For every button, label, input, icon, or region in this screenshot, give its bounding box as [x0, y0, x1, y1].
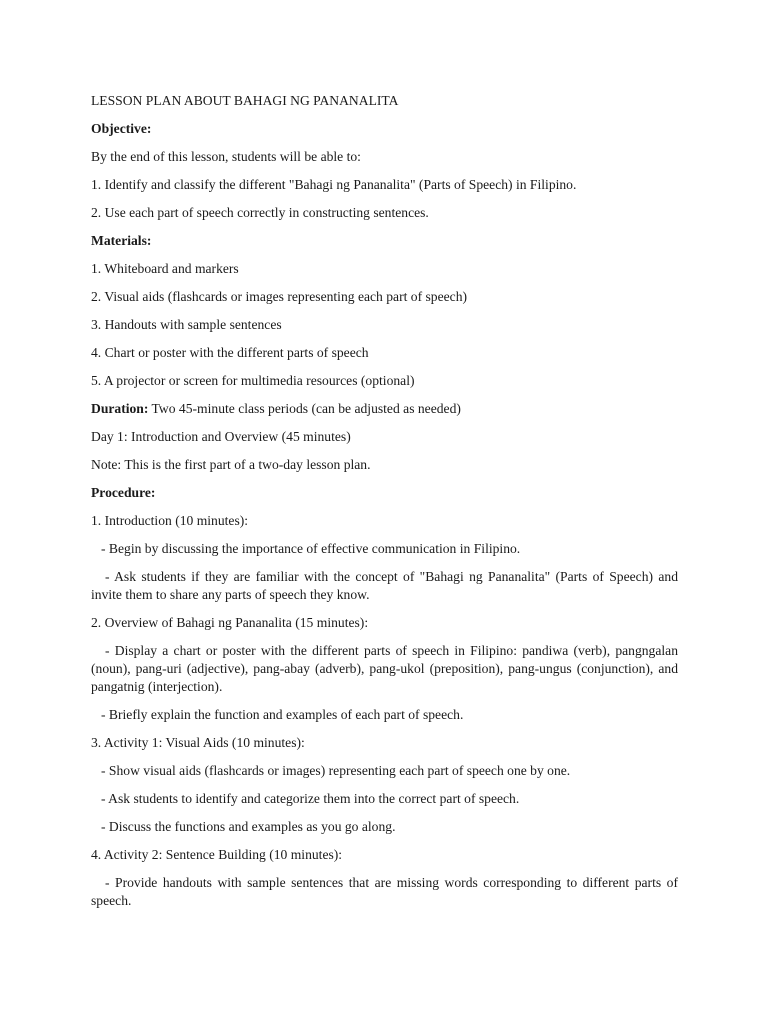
procedure-step-item: - Briefly explain the function and examples of each part of speech. — [101, 707, 464, 722]
objective-intro: By the end of this lesson, students will be able to: — [91, 149, 361, 164]
objective-item: 2. Use each part of speech correctly in constructing sentences. — [91, 205, 429, 220]
procedure-step-title: 1. Introduction (10 minutes): — [91, 513, 249, 528]
procedure-step-item: - Begin by discussing the importance of effective communication in Filipino. — [101, 541, 521, 556]
objective-item: 1. Identify and classify the different "Bahagi ng Pananalita" (Parts of Speech) in Filipino. — [91, 177, 577, 192]
material-item: 1. Whiteboard and markers — [91, 261, 239, 276]
duration-label: Duration: — [91, 401, 149, 416]
procedure-step-item: - Ask students to identify and categorize them into the correct part of speech. — [101, 791, 520, 806]
procedure-heading: Procedure: — [91, 485, 156, 500]
procedure-step-item: - Provide handouts with sample sentences that are missing words corresponding to different parts of speech. — [91, 875, 678, 908]
procedure-step-title: 3. Activity 1: Visual Aids (10 minutes): — [91, 735, 305, 750]
document-title: LESSON PLAN ABOUT BAHAGI NG PANANALITA — [91, 93, 399, 108]
note-text: Note: This is the first part of a two-day lesson plan. — [91, 457, 371, 472]
day1-heading: Day 1: Introduction and Overview (45 minutes) — [91, 429, 351, 444]
duration-value: Two 45-minute class periods (can be adjusted as needed) — [148, 401, 461, 416]
duration-line — [91, 400, 678, 418]
objective-heading: Objective: — [91, 121, 152, 136]
procedure-step-item: - Ask students if they are familiar with the concept of "Bahagi ng Pananalita" (Parts of Speech) and invite them to share any parts of speech they know. — [91, 569, 678, 602]
materials-heading: Materials: — [91, 233, 152, 248]
material-item: 5. A projector or screen for multimedia resources (optional) — [91, 373, 415, 388]
procedure-step-item: - Discuss the functions and examples as you go along. — [101, 819, 396, 834]
procedure-step-title: 2. Overview of Bahagi ng Pananalita (15 minutes): — [91, 615, 369, 630]
document-body — [91, 92, 678, 920]
procedure-step-item: - Show visual aids (flashcards or images) representing each part of speech one by one. — [101, 763, 571, 778]
material-item: 2. Visual aids (flashcards or images representing each part of speech) — [91, 289, 468, 304]
material-item: 3. Handouts with sample sentences — [91, 317, 282, 332]
procedure-step-title: 4. Activity 2: Sentence Building (10 minutes): — [91, 847, 343, 862]
material-item: 4. Chart or poster with the different parts of speech — [91, 345, 369, 360]
procedure-step-item: - Display a chart or poster with the different parts of speech in Filipino: pandiwa (verb), pangngalan (noun), pang-uri (adjective), pang-abay (adverb), pang-ukol (preposition), pang-ungus (conjunction), and pangatnig (interjection). — [91, 643, 678, 694]
